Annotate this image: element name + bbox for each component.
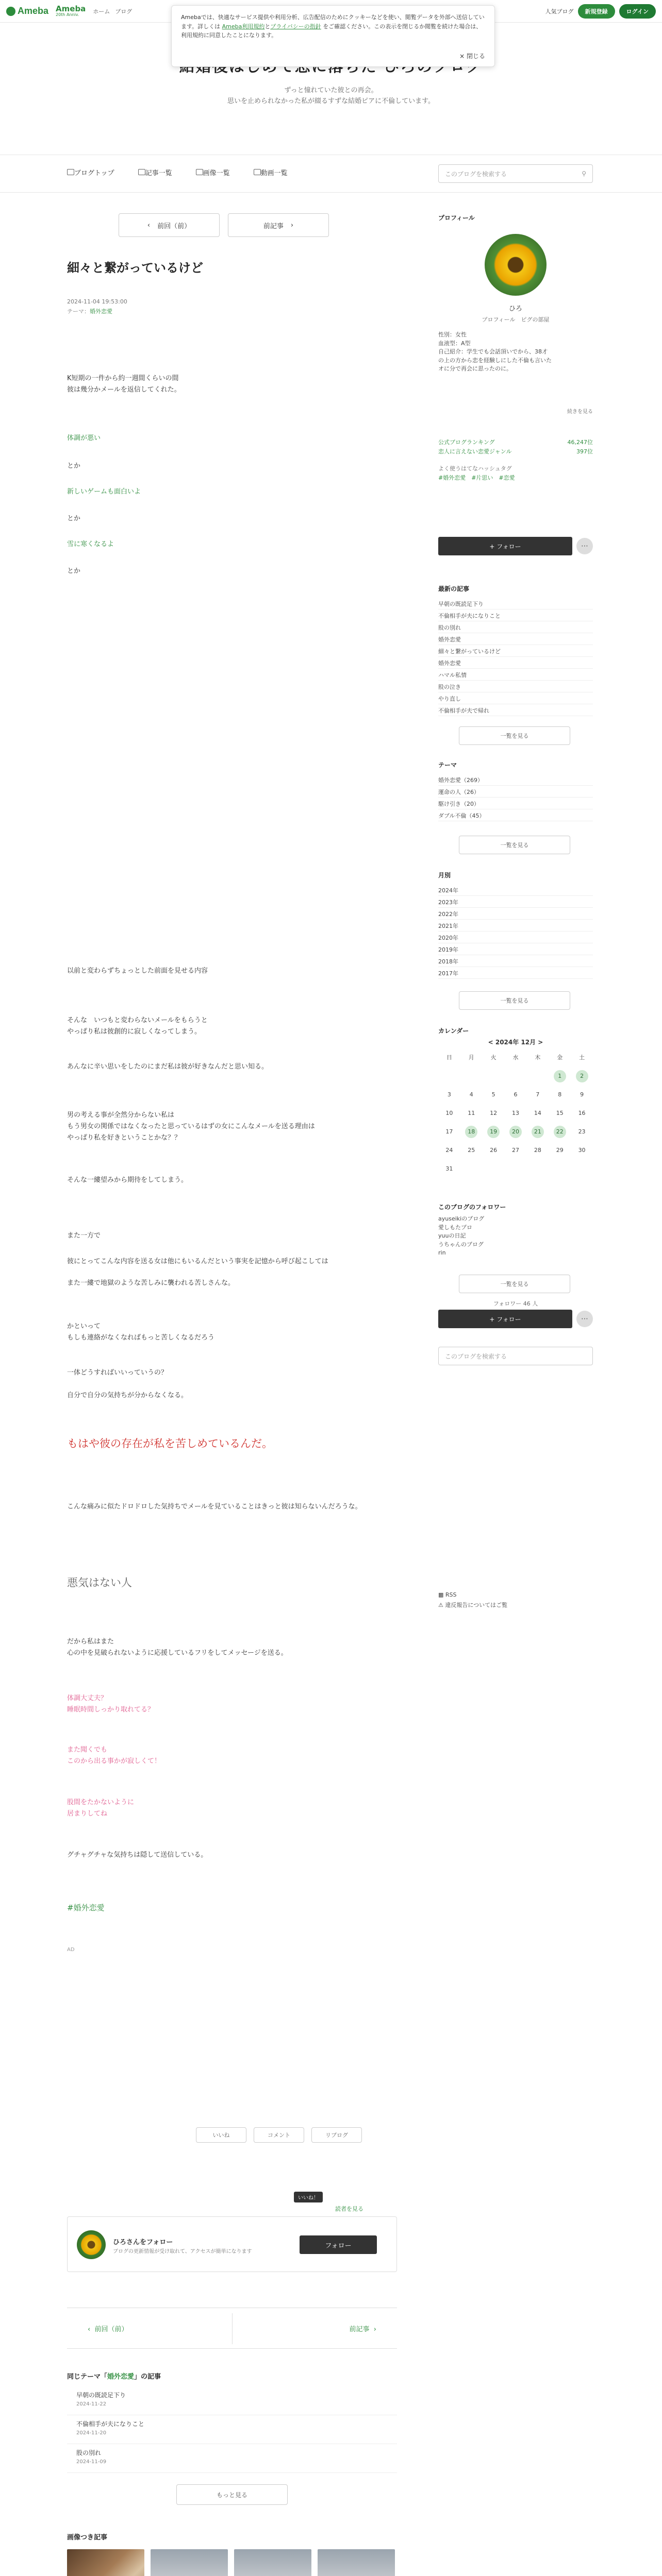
article-title[interactable]: 細々と繋がっているけど [67,261,203,275]
calendar-weekday: 土 [579,1054,585,1061]
prev-article-button[interactable]: ‹ 前回（前） [119,213,220,237]
body-line: 股間をたかないように [67,1799,135,1806]
list-item[interactable]: ハマル私情 [438,669,593,681]
calendar-day[interactable]: 18 [465,1126,477,1138]
body-line: あんなに辛い思いをしたのにまだ私は彼が好きなんだと思い知る。 [67,1063,269,1071]
chevron-left-icon: ‹ [147,221,151,229]
image-icon [196,169,203,175]
list-item[interactable]: 駆け引き（20） [438,798,593,809]
author-avatar[interactable] [77,2230,106,2259]
privacy-link[interactable]: プライバシーの指針 [270,23,321,30]
list-item[interactable]: 細々と繋がっているけど [438,645,593,657]
theme-link[interactable]: 婚外恋愛 [90,308,112,315]
related-heading: 同じテーマ「婚外恋愛」の記事 [67,2373,161,2381]
profile-links[interactable]: プロフィール ピグの部屋 [482,316,550,323]
list-item[interactable]: ダブル不倫（45） [438,809,593,821]
recent-list [438,598,593,716]
calendar-day: 3 [447,1091,451,1098]
calendar-day: 29 [556,1147,564,1154]
body-line: 自分で自分の気持ちが分からなくなる。 [67,1392,188,1399]
body-line: このから出る事かが寂しくて！ [67,1757,161,1765]
archive-more-button[interactable]: 一覧を見る [459,991,570,1010]
calendar [438,1038,593,1175]
followers-heading: このブログのフォロワー [438,1204,506,1211]
sidebar-search-input[interactable]: このブログを検索する [438,1347,593,1365]
calendar-day: 12 [490,1110,498,1116]
blog-description: ずっと憧れていた彼との再会。 思いを止められなかった私が綴るすずな結婚ピアに不倫しています。 [227,87,435,105]
related-list [67,2386,397,2473]
body-line: 居まりしてね [67,1810,108,1818]
home-icon [67,169,74,175]
calendar-day: 10 [445,1110,453,1116]
body-line: そんな一縷望みから期待をしてしまう。 [67,1176,188,1184]
follower-count: フォロワー 46 人 [493,1300,538,1307]
calendar-weekday: 火 [490,1054,496,1061]
body-line: K短期の一件から約一週間くらいの間 [67,375,179,382]
list-item[interactable]: 運命の人（26） [438,786,593,798]
image-thumbs [67,2549,395,2576]
popular-blog-link[interactable]: 人気ブログ [545,8,574,15]
calendar-caption[interactable]: < 2024年 12月 > [488,1039,543,1046]
body-line: 体調が悪い [67,434,101,442]
calendar-day [487,1070,500,1082]
body-line: だから私はまた [67,1638,114,1646]
profile-info: 性別：女性 血液型：A型 自己紹介：学生でも会話頂いでから、38才 の上の方から恋を経験しにした不倫も言いた オに分で再会に思ったのに。 [438,331,552,372]
emphasis-line: 悪気はない人 [67,1577,132,1589]
next-entry-link[interactable]: 前記事 › [349,2326,376,2333]
cookie-notice: Amebaでは、快適なサービス提供や利用分析、広告配信のためにクッキーなどを使い、閲覧データを外部へ送信しています。詳しくは Ameba利用規約とプライバシーの指針 をご確認ください。この表示を閉じるか閲覧を続けた場合は、利用規約に同意したことになります。 × 閉じる [171,5,495,67]
reblog-button[interactable]: リブログ [311,2127,362,2143]
list-item[interactable]: 婚外恋愛（269） [438,774,593,786]
list-item[interactable]: 2019年 [438,943,593,955]
body-line: もう男女の関係ではなくなったと思っているはずの女にこんなメールを送る理由は [67,1123,315,1130]
calendar-weekday: 木 [535,1054,541,1061]
body-line: 男の考える事が全然分からない私は [67,1111,175,1119]
next-article-button[interactable]: 前記事 › [228,213,329,237]
article-pager-top [119,213,329,237]
follow-button[interactable]: フォロー [300,2235,377,2254]
list-item[interactable]: 2017年 [438,967,593,979]
body-line: 彼は幾分かメールを返信してくれた。 [67,386,181,394]
follow-box: ひろさんをフォロー ブログの更新情報が受け取れて、アクセスが簡単になります フォロー [67,2216,397,2272]
sidebar-footer-links: ▩ RSS ⚠ 違反報告についてはご覧 [438,1591,508,1608]
calendar-day[interactable]: 22 [554,1126,566,1138]
calendar-day: 13 [511,1110,519,1116]
ameba-logo[interactable]: Ameba [6,6,48,16]
image-thumb[interactable] [318,2549,395,2576]
list-item[interactable]: 2018年 [438,955,593,967]
terms-link[interactable]: Ameba利用規約 [222,23,265,30]
ad-label: AD [67,1947,75,1953]
followers-list: ayuseikiのブログ 愛しもたプロ yuuの日記 うちゃんのブログ rin [438,1215,485,1256]
calendar-weekday: 金 [557,1054,563,1061]
archive-list [438,884,593,979]
sidebar-follow-button[interactable]: + フォロー [438,537,572,555]
profile-more-link[interactable]: 続きを見る [567,409,593,415]
comment-button[interactable]: コメント [254,2127,304,2143]
prev-entry-link[interactable]: ‹ 前回（前） [88,2326,128,2333]
list-item[interactable]: 婚外恋愛 [438,657,593,669]
calendar-day[interactable]: 2 [576,1070,588,1082]
body-line: もしも連絡がなくなればもっと苦しくなるだろう [67,1334,215,1342]
global-nav-blog[interactable]: ブログ [115,8,133,15]
calendar-day: 5 [491,1091,495,1098]
body-line: また一縷で地獄のような苦しみに襲われる苦しさんな。 [67,1279,235,1287]
theme-list [438,774,593,821]
body-line: そんな いつもと変わらないメールをもらうと [67,1016,208,1024]
body-line: また聞くでも [67,1746,108,1754]
signup-button[interactable]: 新規登録 [578,4,615,19]
sidebar-follow-button-2[interactable]: + フォロー [438,1310,572,1328]
followers-more-button[interactable]: 一覧を見る [459,1275,570,1293]
recent-more-button[interactable]: 一覧を見る [459,726,570,745]
calendar-day: 15 [556,1110,564,1116]
calendar-heading: カレンダー [438,1027,469,1035]
warning-icon: ⚠ [438,1601,443,1608]
calendar-day [465,1070,477,1082]
calendar-day [509,1070,522,1082]
article-theme: テーマ：婚外恋愛 [67,308,112,315]
calendar-weekday: 水 [512,1054,519,1061]
body-line: 以前と変わらずちょっとした前面を見せる内容 [67,967,208,975]
calendar-day: 23 [578,1128,586,1135]
calendar-day: 8 [558,1091,562,1098]
hashtag-link[interactable]: #婚外恋愛 [67,1903,105,1912]
calendar-day: 6 [514,1091,518,1098]
image-thumb[interactable] [151,2549,228,2576]
prev-next-links [67,2308,397,2349]
profile-heading: プロフィール [438,214,475,222]
nav-blog-top[interactable]: ブログトップ [67,167,114,177]
body-line: グチャグチャな気持ちは隠して送信している。 [67,1851,208,1859]
nav-image-list[interactable]: 画像一覧 [196,167,230,177]
video-icon [254,169,261,175]
body-line: こんな痛みに似たドロドロした気持ちでメールを見ていることはきっと彼は知らないんだろうな。 [67,1503,362,1511]
body-line: 彼にとってこんな内容を送る女は他にもいるんだという事実を記憶から呼び起こしては [67,1258,328,1265]
body-line: 睡眠時間しっかり取れてる？ [67,1706,155,1714]
profile-avatar[interactable] [485,234,547,296]
ranking-block: 公式ブログランキング 46,247位 恋人に言えない恋愛ジャンル 397位 よく使うはてなハッシュタグ #婚外恋愛 #片思い #恋愛 [438,439,593,481]
calendar-day: 27 [511,1147,519,1154]
calendar-day: 16 [578,1110,586,1116]
body-line: とか [67,515,81,522]
more-options-icon[interactable]: ⋯ [576,1311,593,1327]
profile-name[interactable]: ひろ [508,305,522,313]
calendar-day: 25 [468,1147,475,1154]
body-line: 新しいゲームも面白いよ [67,488,141,496]
global-nav-home[interactable]: ホーム [93,8,110,15]
list-item[interactable]: 股の別れ 2024-11-09 [67,2444,397,2473]
archive-heading: 月別 [438,872,451,879]
ameba-logo-icon [6,7,15,16]
article-date: 2024-11-04 19:53:00 [67,298,127,305]
calendar-day: 9 [580,1091,584,1098]
calendar-day[interactable]: 19 [487,1126,500,1138]
image-thumb[interactable] [234,2549,311,2576]
calendar-day[interactable]: 21 [532,1126,544,1138]
nav-video-list[interactable]: 動画一覧 [254,167,288,177]
more-options-icon[interactable]: ⋯ [576,538,593,554]
list-item[interactable]: 不倫相手が夫になりこと 2024-11-20 [67,2415,397,2444]
related-more-button[interactable]: もっと見る [176,2484,288,2505]
blog-nav [0,155,662,193]
body-line: やっぱり私は彼創的に寂しくなってしまう。 [67,1028,202,1036]
blog-search-input[interactable]: このブログを検索する ⚲ [438,164,593,183]
body-line: 一体どうすればいいっていうの？ [67,1369,168,1377]
images-heading: 画像つき記事 [67,2534,108,2541]
list-item[interactable]: 早朝の既読足下り [438,598,593,609]
list-item[interactable]: 2024年 [438,884,593,896]
calendar-day: 4 [469,1091,473,1098]
body-line: とか [67,462,81,470]
cookie-close-button[interactable]: × 閉じる [459,52,485,60]
body-line: とか [67,567,81,575]
calendar-grid [438,1052,593,1175]
calendar-day: 14 [534,1110,541,1116]
rss-icon: ▩ [438,1591,444,1598]
calendar-day: 30 [578,1147,586,1154]
list-item[interactable]: やり直し [438,692,593,704]
reaction-bar [196,2127,362,2143]
calendar-day: 31 [445,1165,453,1172]
search-icon[interactable]: ⚲ [582,170,586,177]
calendar-day: 26 [490,1147,498,1154]
login-button[interactable]: ログイン [619,4,656,19]
calendar-day [443,1070,455,1082]
body-line: 心の中を見破られないように応援しているフリをしてメッセージを送る。 [67,1649,288,1657]
calendar-day[interactable]: 1 [554,1070,566,1082]
list-icon [138,169,145,175]
like-button[interactable]: いいね [196,2127,246,2143]
calendar-day: 17 [445,1128,453,1135]
calendar-day: 7 [536,1091,540,1098]
list-item[interactable]: 2023年 [438,896,593,908]
list-item[interactable]: 2022年 [438,908,593,920]
body-line: 体調大丈夫？ [67,1694,108,1702]
emphasis-line: もはや彼の存在が私を苦しめているんだ。 [67,1437,273,1450]
list-item[interactable]: 不倫相手が夫で帰れ [438,704,593,716]
nav-entry-list[interactable]: 記事一覧 [138,167,172,177]
list-item[interactable]: 股の泣き [438,681,593,692]
theme-heading: テーマ [438,761,457,769]
body-line: 雪に寒くなるよ [67,540,114,548]
body-line: かといって [67,1323,101,1330]
calendar-weekday: 月 [468,1054,474,1061]
chevron-right-icon: › [290,221,294,229]
calendar-weekday: 日 [446,1054,452,1061]
calendar-day: 11 [468,1110,475,1116]
calendar-day: 24 [445,1147,453,1154]
list-item[interactable]: 2021年 [438,920,593,931]
calendar-day: 28 [534,1147,541,1154]
list-item[interactable]: 早朝の既読足下り 2024-11-22 [67,2386,397,2415]
calendar-day [532,1070,544,1082]
divider [232,2313,233,2344]
body-line: やっぱり私を好きということかな？？ [67,1134,181,1142]
anniversary-logo[interactable]: Ameba 20th Anniv. [56,4,86,17]
list-item[interactable]: 股の別れ [438,621,593,633]
recent-heading: 最新の記事 [438,585,470,592]
reader-link[interactable]: 読者を見る [335,2206,363,2212]
theme-more-button[interactable]: 一覧を見る [459,836,570,854]
list-item[interactable]: 婚外恋愛 [438,633,593,645]
image-thumb[interactable] [67,2549,144,2576]
list-item[interactable]: 2020年 [438,931,593,943]
like-badge[interactable]: いいね！ [294,2192,323,2202]
list-item[interactable]: 不倫相手が夫になりこと [438,609,593,621]
body-line: また一方で [67,1232,101,1240]
calendar-day[interactable]: 20 [509,1126,522,1138]
